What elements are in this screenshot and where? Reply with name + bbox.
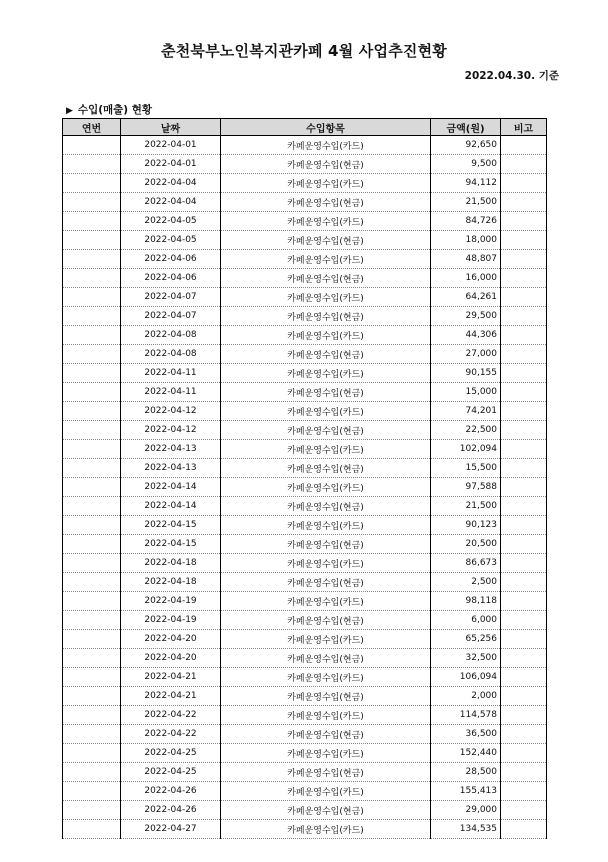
row-date: 2022-04-22 (121, 706, 221, 725)
row-note (501, 307, 547, 326)
row-no (63, 174, 121, 193)
row-amount: 152,440 (431, 744, 501, 763)
row-amount: 27,000 (431, 345, 501, 364)
row-item: 카페운영수입(카드) (221, 706, 431, 725)
row-no (63, 307, 121, 326)
row-item: 카페운영수입(카드) (221, 554, 431, 573)
row-date: 2022-04-13 (121, 440, 221, 459)
row-note (501, 554, 547, 573)
reference-date: 2022.04.30. 기준 (464, 70, 559, 82)
row-note (501, 174, 547, 193)
row-item: 카페운영수입(현금) (221, 345, 431, 364)
row-item: 카페운영수입(카드) (221, 440, 431, 459)
row-note (501, 231, 547, 250)
row-no (63, 345, 121, 364)
row-date: 2022-04-25 (121, 763, 221, 782)
row-item: 카페운영수입(현금) (221, 459, 431, 478)
row-no (63, 155, 121, 174)
header-note: 비고 (501, 119, 547, 136)
row-note (501, 250, 547, 269)
table-row (63, 668, 547, 687)
row-amount: 106,094 (431, 668, 501, 687)
row-note (501, 649, 547, 668)
row-no (63, 706, 121, 725)
header-amount: 금액(원) (431, 119, 501, 136)
row-note (501, 136, 547, 155)
row-amount: 74,201 (431, 402, 501, 421)
row-item: 카페운영수입(현금) (221, 383, 431, 402)
row-item: 카페운영수입(카드) (221, 136, 431, 155)
row-date: 2022-04-01 (121, 136, 221, 155)
row-date: 2022-04-19 (121, 592, 221, 611)
triangle-right-icon: ▶ (66, 106, 73, 116)
row-item: 카페운영수입(카드) (221, 288, 431, 307)
table-row (63, 345, 547, 364)
row-date: 2022-04-12 (121, 421, 221, 440)
row-amount: 29,500 (431, 307, 501, 326)
row-no (63, 516, 121, 535)
row-amount: 90,123 (431, 516, 501, 535)
row-no (63, 820, 121, 839)
row-item: 카페운영수입(카드) (221, 668, 431, 687)
row-no (63, 573, 121, 592)
row-no (63, 649, 121, 668)
row-no (63, 554, 121, 573)
row-date: 2022-04-08 (121, 345, 221, 364)
row-item: 카페운영수입(현금) (221, 421, 431, 440)
row-item: 카페운영수입(카드) (221, 326, 431, 345)
table-row (63, 269, 547, 288)
table-row (63, 706, 547, 725)
table-row (63, 573, 547, 592)
row-note (501, 611, 547, 630)
revenue-table (62, 118, 547, 839)
row-amount: 9,500 (431, 155, 501, 174)
row-note (501, 706, 547, 725)
row-date: 2022-04-05 (121, 212, 221, 231)
row-date: 2022-04-06 (121, 269, 221, 288)
row-amount: 44,306 (431, 326, 501, 345)
row-item: 카페운영수입(현금) (221, 687, 431, 706)
row-amount: 21,500 (431, 193, 501, 212)
row-note (501, 193, 547, 212)
row-no (63, 782, 121, 801)
table-header-row (63, 119, 547, 136)
row-date: 2022-04-04 (121, 193, 221, 212)
row-item: 카페운영수입(현금) (221, 231, 431, 250)
row-no (63, 668, 121, 687)
table-row (63, 383, 547, 402)
row-note (501, 516, 547, 535)
row-no (63, 801, 121, 820)
row-date: 2022-04-04 (121, 174, 221, 193)
row-date: 2022-04-18 (121, 554, 221, 573)
table-row (63, 725, 547, 744)
row-note (501, 383, 547, 402)
row-item: 카페운영수입(카드) (221, 782, 431, 801)
row-date: 2022-04-22 (121, 725, 221, 744)
row-amount: 15,000 (431, 383, 501, 402)
row-date: 2022-04-06 (121, 250, 221, 269)
row-item: 카페운영수입(현금) (221, 611, 431, 630)
row-item: 카페운영수입(카드) (221, 744, 431, 763)
row-date: 2022-04-07 (121, 288, 221, 307)
row-item: 카페운영수입(현금) (221, 497, 431, 516)
table-row (63, 630, 547, 649)
row-note (501, 497, 547, 516)
table-row (63, 440, 547, 459)
row-no (63, 478, 121, 497)
row-item: 카페운영수입(카드) (221, 250, 431, 269)
table-row (63, 763, 547, 782)
row-note (501, 326, 547, 345)
row-item: 카페운영수입(현금) (221, 307, 431, 326)
row-item: 카페운영수입(현금) (221, 535, 431, 554)
row-note (501, 744, 547, 763)
row-amount: 114,578 (431, 706, 501, 725)
row-amount: 20,500 (431, 535, 501, 554)
row-item: 카페운영수입(현금) (221, 193, 431, 212)
row-date: 2022-04-20 (121, 630, 221, 649)
table-row (63, 307, 547, 326)
row-note (501, 801, 547, 820)
table-body (63, 136, 547, 839)
row-note (501, 345, 547, 364)
row-note (501, 421, 547, 440)
row-note (501, 459, 547, 478)
row-item: 카페운영수입(현금) (221, 155, 431, 174)
row-item: 카페운영수입(카드) (221, 630, 431, 649)
row-note (501, 288, 547, 307)
row-amount: 84,726 (431, 212, 501, 231)
row-date: 2022-04-18 (121, 573, 221, 592)
row-item: 카페운영수입(카드) (221, 516, 431, 535)
table-row (63, 136, 547, 155)
row-item: 카페운영수입(현금) (221, 649, 431, 668)
row-note (501, 535, 547, 554)
row-date: 2022-04-08 (121, 326, 221, 345)
table-row (63, 611, 547, 630)
row-no (63, 763, 121, 782)
table-row (63, 250, 547, 269)
row-date: 2022-04-14 (121, 497, 221, 516)
row-no (63, 687, 121, 706)
section-heading (66, 102, 152, 117)
row-no (63, 326, 121, 345)
table-row (63, 592, 547, 611)
row-item: 카페운영수입(카드) (221, 478, 431, 497)
row-no (63, 193, 121, 212)
header-date: 날짜 (121, 119, 221, 136)
table-row (63, 801, 547, 820)
row-no (63, 535, 121, 554)
row-note (501, 155, 547, 174)
row-date: 2022-04-15 (121, 535, 221, 554)
row-note (501, 402, 547, 421)
row-amount: 92,650 (431, 136, 501, 155)
row-item: 카페운영수입(카드) (221, 820, 431, 839)
row-amount: 15,500 (431, 459, 501, 478)
table-row (63, 421, 547, 440)
row-item: 카페운영수입(현금) (221, 763, 431, 782)
row-amount: 134,535 (431, 820, 501, 839)
row-item: 카페운영수입(카드) (221, 174, 431, 193)
row-amount: 94,112 (431, 174, 501, 193)
row-amount: 36,500 (431, 725, 501, 744)
row-item: 카페운영수입(현금) (221, 269, 431, 288)
row-amount: 2,500 (431, 573, 501, 592)
row-no (63, 744, 121, 763)
row-no (63, 421, 121, 440)
table-row (63, 231, 547, 250)
row-item: 카페운영수입(현금) (221, 573, 431, 592)
row-amount: 28,500 (431, 763, 501, 782)
table-row (63, 364, 547, 383)
row-amount: 29,000 (431, 801, 501, 820)
row-amount: 102,094 (431, 440, 501, 459)
row-amount: 2,000 (431, 687, 501, 706)
row-date: 2022-04-14 (121, 478, 221, 497)
row-amount: 64,261 (431, 288, 501, 307)
table-row (63, 554, 547, 573)
row-no (63, 440, 121, 459)
header-no: 연번 (63, 119, 121, 136)
table-row (63, 497, 547, 516)
table-row (63, 288, 547, 307)
row-no (63, 269, 121, 288)
row-date: 2022-04-11 (121, 364, 221, 383)
row-date: 2022-04-15 (121, 516, 221, 535)
row-date: 2022-04-21 (121, 668, 221, 687)
row-note (501, 687, 547, 706)
row-no (63, 250, 121, 269)
row-no (63, 497, 121, 516)
row-date: 2022-04-26 (121, 801, 221, 820)
row-note (501, 212, 547, 231)
row-item: 카페운영수입(카드) (221, 364, 431, 383)
section-label: 수입(매출) 현황 (77, 104, 153, 116)
table-row (63, 820, 547, 839)
row-no (63, 725, 121, 744)
row-date: 2022-04-20 (121, 649, 221, 668)
row-note (501, 668, 547, 687)
row-note (501, 820, 547, 839)
table-row (63, 402, 547, 421)
row-no (63, 212, 121, 231)
row-date: 2022-04-21 (121, 687, 221, 706)
row-note (501, 630, 547, 649)
page-title: 춘천북부노인복지관카페 4월 사업추진현황 (161, 42, 447, 60)
table-row (63, 155, 547, 174)
row-amount: 65,256 (431, 630, 501, 649)
row-no (63, 231, 121, 250)
row-note (501, 364, 547, 383)
row-amount: 86,673 (431, 554, 501, 573)
row-note (501, 573, 547, 592)
row-note (501, 269, 547, 288)
row-item: 카페운영수입(현금) (221, 801, 431, 820)
row-no (63, 288, 121, 307)
table-row (63, 459, 547, 478)
row-amount: 97,588 (431, 478, 501, 497)
row-no (63, 402, 121, 421)
table-row (63, 744, 547, 763)
row-note (501, 440, 547, 459)
table-row (63, 516, 547, 535)
row-no (63, 364, 121, 383)
row-amount: 48,807 (431, 250, 501, 269)
row-item: 카페운영수입(카드) (221, 402, 431, 421)
row-no (63, 630, 121, 649)
header-item: 수입항목 (221, 119, 431, 136)
table-row (63, 174, 547, 193)
row-date: 2022-04-12 (121, 402, 221, 421)
row-amount: 90,155 (431, 364, 501, 383)
table-row (63, 478, 547, 497)
row-amount: 98,118 (431, 592, 501, 611)
table-row (63, 649, 547, 668)
row-date: 2022-04-07 (121, 307, 221, 326)
table-row (63, 326, 547, 345)
table-row (63, 193, 547, 212)
row-item: 카페운영수입(현금) (221, 725, 431, 744)
row-amount: 16,000 (431, 269, 501, 288)
row-item: 카페운영수입(카드) (221, 592, 431, 611)
row-date: 2022-04-26 (121, 782, 221, 801)
row-amount: 32,500 (431, 649, 501, 668)
row-amount: 21,500 (431, 497, 501, 516)
row-no (63, 611, 121, 630)
row-no (63, 136, 121, 155)
row-date: 2022-04-05 (121, 231, 221, 250)
table-row (63, 687, 547, 706)
row-item: 카페운영수입(카드) (221, 212, 431, 231)
row-no (63, 592, 121, 611)
row-note (501, 592, 547, 611)
row-no (63, 383, 121, 402)
row-date: 2022-04-13 (121, 459, 221, 478)
row-date: 2022-04-27 (121, 820, 221, 839)
row-amount: 18,000 (431, 231, 501, 250)
row-date: 2022-04-25 (121, 744, 221, 763)
table-row (63, 782, 547, 801)
row-amount: 22,500 (431, 421, 501, 440)
table-row (63, 212, 547, 231)
row-note (501, 763, 547, 782)
row-note (501, 478, 547, 497)
row-note (501, 725, 547, 744)
row-date: 2022-04-19 (121, 611, 221, 630)
row-date: 2022-04-11 (121, 383, 221, 402)
row-amount: 155,413 (431, 782, 501, 801)
row-amount: 6,000 (431, 611, 501, 630)
row-note (501, 782, 547, 801)
table-row (63, 535, 547, 554)
row-no (63, 459, 121, 478)
row-date: 2022-04-01 (121, 155, 221, 174)
